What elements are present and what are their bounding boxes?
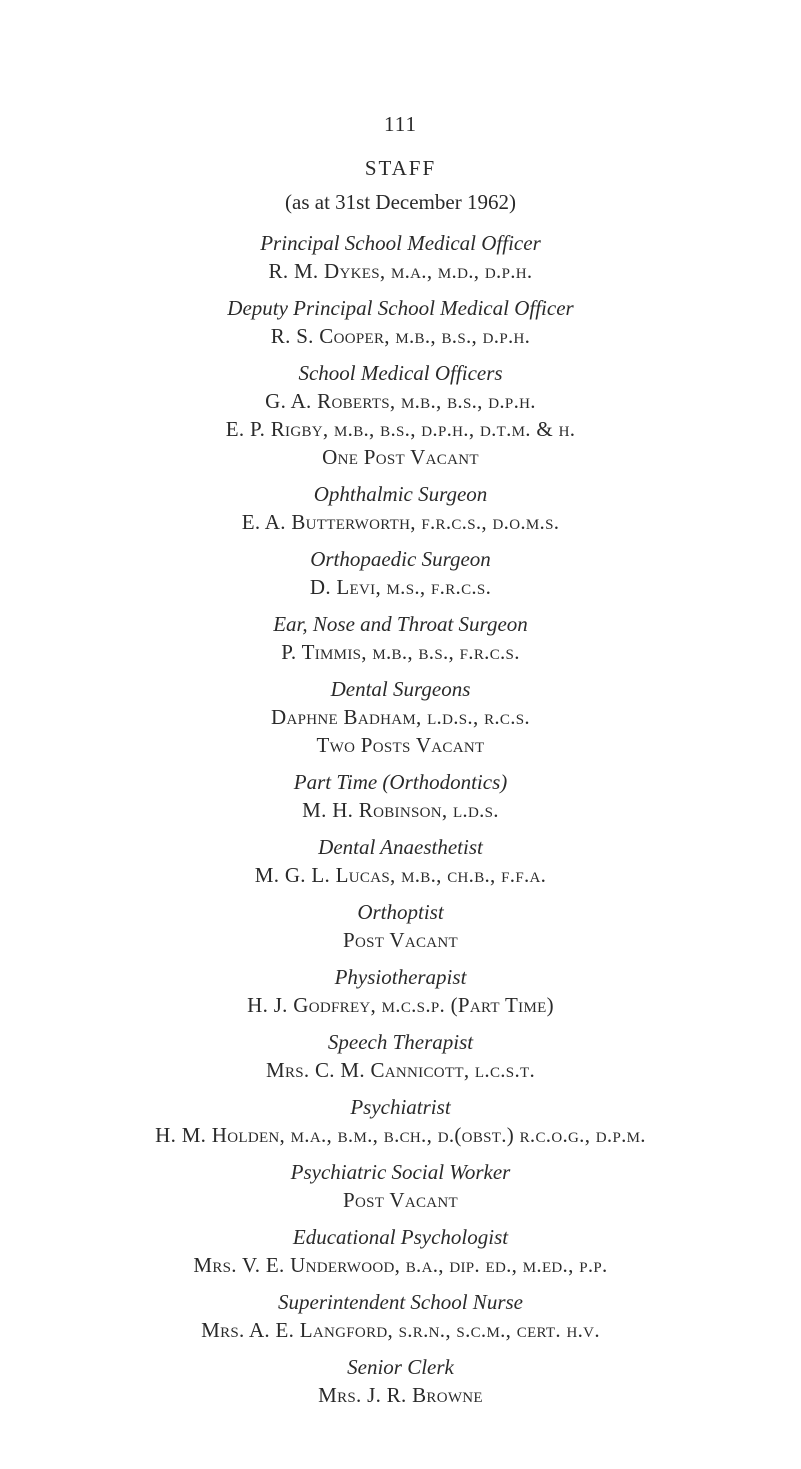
staff-name-line: Daphne Badham, l.d.s., r.c.s.	[271, 705, 530, 729]
staff-role-title: Speech Therapist	[327, 1030, 474, 1054]
page-heading: STAFF	[364, 156, 437, 180]
page-number: 111	[384, 112, 417, 136]
staff-name-line: R. S. Cooper, m.b., b.s., d.p.h.	[270, 324, 531, 348]
staff-entry	[0, 1288, 801, 1344]
staff-entry	[0, 294, 801, 350]
staff-entry	[0, 1093, 801, 1149]
staff-entry	[0, 768, 801, 824]
staff-entry	[0, 963, 801, 1019]
staff-name-line: One Post Vacant	[322, 445, 479, 469]
staff-entry	[0, 480, 801, 536]
staff-role-title: Orthopaedic Surgeon	[310, 547, 491, 571]
staff-name-line: Post Vacant	[342, 928, 459, 952]
staff-entry	[0, 1028, 801, 1084]
staff-entry	[0, 359, 801, 471]
staff-name-line: Two Posts Vacant	[316, 733, 485, 757]
staff-name-line: E. P. Rigby, m.b., b.s., d.p.h., d.t.m. & h.	[225, 417, 576, 441]
staff-role-title: Ear, Nose and Throat Surgeon	[273, 612, 528, 636]
staff-entry	[0, 1353, 801, 1409]
staff-entry	[0, 1158, 801, 1214]
staff-name-line: Mrs. C. M. Cannicott, l.c.s.t.	[265, 1058, 536, 1082]
staff-role-title: Superintendent School Nurse	[278, 1290, 523, 1314]
staff-list	[0, 229, 801, 1418]
staff-role-title: Psychiatrist	[350, 1095, 451, 1119]
staff-role-title: Physiotherapist	[334, 965, 467, 989]
staff-entry	[0, 229, 801, 285]
staff-name-line: H. J. Godfrey, m.c.s.p. (Part Time)	[247, 993, 554, 1017]
staff-name-line: Mrs. J. R. Browne	[318, 1383, 483, 1407]
staff-role-title: Part Time (Orthodontics)	[293, 770, 508, 794]
staff-name-line: P. Timmis, m.b., b.s., f.r.c.s.	[281, 640, 520, 664]
staff-name-line: G. A. Roberts, m.b., b.s., d.p.h.	[265, 389, 536, 413]
staff-entry	[0, 545, 801, 601]
staff-name-line: E. A. Butterworth, f.r.c.s., d.o.m.s.	[241, 510, 560, 534]
staff-name-line: Post Vacant	[342, 1188, 459, 1212]
staff-role-title: Dental Anaesthetist	[318, 835, 483, 859]
staff-entry	[0, 610, 801, 666]
staff-role-title: Educational Psychologist	[292, 1225, 509, 1249]
staff-role-title: Principal School Medical Officer	[260, 231, 541, 255]
staff-role-title: Orthoptist	[357, 900, 444, 924]
staff-name-line: Mrs. A. E. Langford, s.r.n., s.c.m., cert. h.v.	[201, 1318, 600, 1342]
staff-entry	[0, 675, 801, 759]
staff-role-title: Ophthalmic Surgeon	[313, 482, 488, 506]
staff-entry	[0, 833, 801, 889]
staff-role-title: School Medical Officers	[298, 361, 503, 385]
staff-role-title: Dental Surgeons	[330, 677, 471, 701]
staff-name-line: Mrs. V. E. Underwood, b.a., dip. ed., m.ed., p.p.	[193, 1253, 608, 1277]
staff-name-line: R. M. Dykes, m.a., m.d., d.p.h.	[268, 259, 533, 283]
staff-role-title: Senior Clerk	[347, 1355, 454, 1379]
staff-entry	[0, 1223, 801, 1279]
staff-role-title: Psychiatric Social Worker	[290, 1160, 511, 1184]
page-subheading: (as at 31st December 1962)	[285, 190, 516, 214]
staff-name-line: H. M. Holden, m.a., b.m., b.ch., d.(obst.) r.c.o.g., d.p.m.	[155, 1123, 646, 1147]
staff-role-title: Deputy Principal School Medical Officer	[227, 296, 574, 320]
staff-name-line: M. G. L. Lucas, m.b., ch.b., f.f.a.	[254, 863, 547, 887]
staff-entry	[0, 898, 801, 954]
staff-name-line: D. Levi, m.s., f.r.c.s.	[309, 575, 492, 599]
staff-name-line: M. H. Robinson, l.d.s.	[302, 798, 499, 822]
